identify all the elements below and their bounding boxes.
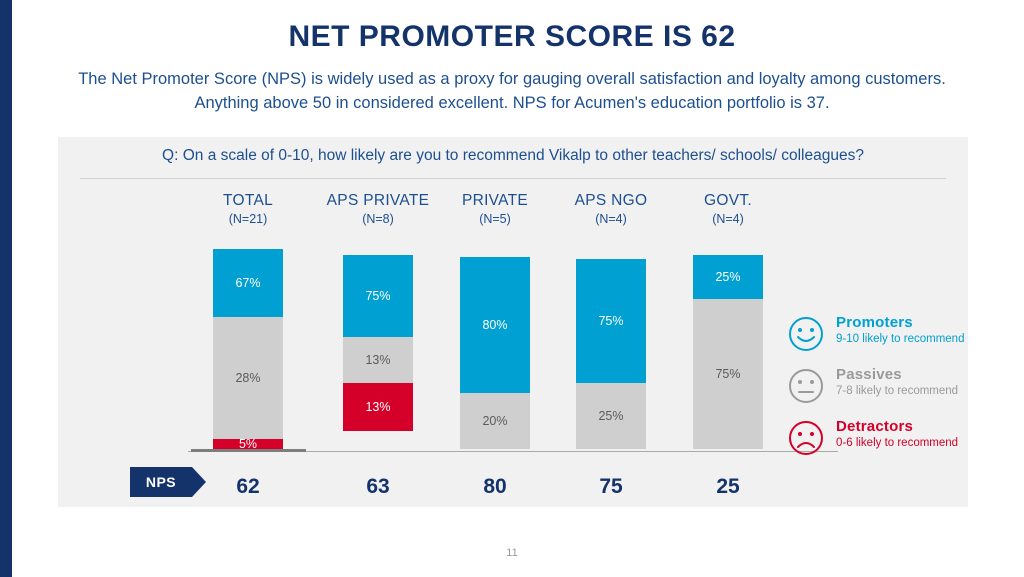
bar-segment-promoters: 75%: [343, 255, 413, 337]
column-label: PRIVATE: [461, 192, 529, 209]
column-label: GOVT.: [703, 192, 752, 209]
column-sample-size: (N=4): [712, 212, 744, 226]
nps-value: 62: [236, 475, 260, 498]
bar-segment-promoters: 75%: [576, 259, 646, 383]
bar-stack: [693, 249, 763, 449]
chart-column-total: [173, 192, 323, 507]
legend-item-promoters: [788, 312, 1018, 364]
bar-segment-promoters: 25%: [693, 255, 763, 299]
bar-stack: [576, 249, 646, 449]
column-sample-size: (N=4): [595, 212, 627, 226]
bar-segment-passives: 13%: [343, 337, 413, 383]
bar-segment-passives: 20%: [460, 393, 530, 449]
legend-title: Detractors: [836, 418, 914, 435]
subtitle-text: The Net Promoter Score (NPS) is widely used as a proxy for gauging overall satisfaction and loyalty among customers. Anything above 50 in considered excellent. NPS for Acumen's education portfolio is 37.: [78, 70, 946, 112]
survey-question: Q: On a scale of 0-10, how likely are you to recommend Vikalp to other teachers/ schools/ colleagues?: [162, 147, 864, 164]
bar-stack: [460, 249, 530, 449]
legend-title: Passives: [836, 366, 902, 383]
stacked-bar-chart: [58, 192, 968, 507]
legend-subtitle: 0-6 likely to recommend: [836, 437, 959, 449]
chart-column-govt: [653, 192, 803, 507]
column-sample-size: (N=5): [479, 212, 511, 226]
page-title: NET PROMOTER SCORE IS 62: [288, 20, 736, 53]
nps-tag: NPS: [130, 467, 192, 497]
bar-segment-passives: 25%: [576, 383, 646, 449]
column-label: APS PRIVATE: [326, 192, 430, 209]
nps-value: 63: [366, 475, 390, 498]
column-sample-size: (N=8): [362, 212, 394, 226]
legend-subtitle: 7-8 likely to recommend: [836, 385, 959, 397]
chart-legend: [788, 312, 1018, 468]
column-header: [653, 192, 803, 226]
bar-segment-detractors: 13%: [343, 383, 413, 431]
legend-subtitle: 9-10 likely to recommend: [836, 333, 965, 345]
neutral-face-icon: [788, 368, 824, 404]
smiley-face-icon: [788, 316, 824, 352]
column-sample-size: (N=21): [228, 212, 268, 226]
bar-segment-passives: 28%: [213, 317, 283, 439]
column-label: TOTAL: [222, 192, 274, 209]
chart-panel: [58, 137, 968, 507]
left-accent-bar: [0, 0, 12, 577]
bar-segment-passives: 75%: [693, 299, 763, 449]
column-header: [173, 192, 323, 226]
legend-text: [836, 314, 964, 345]
divider: [80, 178, 946, 179]
legend-text: [836, 366, 958, 397]
column-label: APS NGO: [574, 192, 648, 209]
nps-value: 75: [599, 475, 623, 498]
bar-segment-promoters: 80%: [460, 257, 530, 393]
frown-face-icon: [788, 420, 824, 456]
bar-segment-detractors: 5%: [213, 439, 283, 449]
legend-item-detractors: [788, 416, 1018, 468]
page-number: 11: [506, 547, 518, 559]
bar-stack: [343, 249, 413, 449]
nps-value: 80: [483, 475, 507, 498]
legend-text: [836, 418, 958, 449]
legend-title: Promoters: [836, 314, 913, 331]
legend-item-passives: [788, 364, 1018, 416]
bar-stack: [213, 249, 283, 449]
bar-segment-promoters: 67%: [213, 249, 283, 317]
nps-value: 25: [716, 475, 740, 498]
